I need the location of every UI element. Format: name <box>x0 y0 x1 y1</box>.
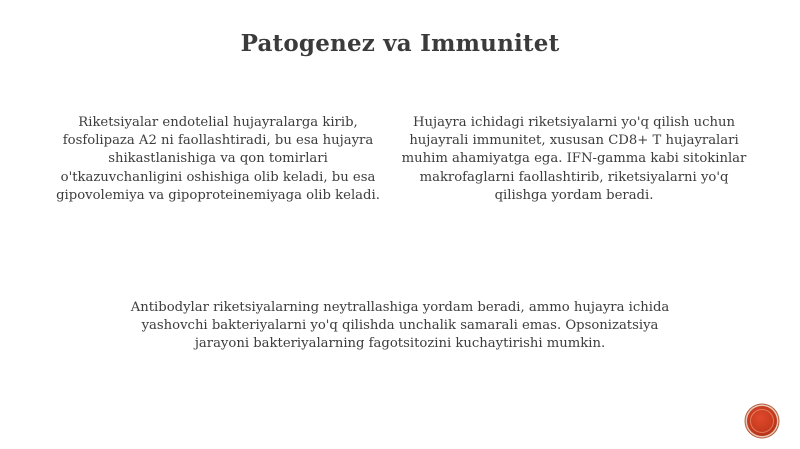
paragraph-cellular-immunity: Hujayra ichidagi riketsiyalarni yo'q qilish uchun hujayrali immunitet, xususan CD8+ T hujayralari muhim ahamiyatga ega. IFN-gamma kabi sitokinlar makrofaglarni faollashtirib, riketsiyalarni yo'q qilishga yordam beradi. <box>401 115 747 203</box>
button-ring <box>750 409 774 433</box>
slide-title: Patogenez va Immunitet <box>240 30 560 57</box>
red-circle-icon[interactable] <box>747 406 777 436</box>
paragraph-pathogenesis: Riketsiyalar endotelial hujayralarga kirib, fosfolipaza A2 ni faollashtiradi, bu esa hujayra shikastlanishiga va qon tomirlari o'tkazuvchanligini oshishiga olib keladi, bu esa gipovolemiya va gipoproteinemiyaga olib keladi. <box>56 115 380 203</box>
paragraph-antibodies: Antibodylar riketsiyalarning neytrallashiga yordam beradi, ammo hujayra ichida yashovchi bakteriyalarni yo'q qilishda unchalik samarali emas. Opsonizatsiya jarayoni bakteriyalarning fagotsitozini kuchaytirishi mumkin. <box>130 300 670 352</box>
